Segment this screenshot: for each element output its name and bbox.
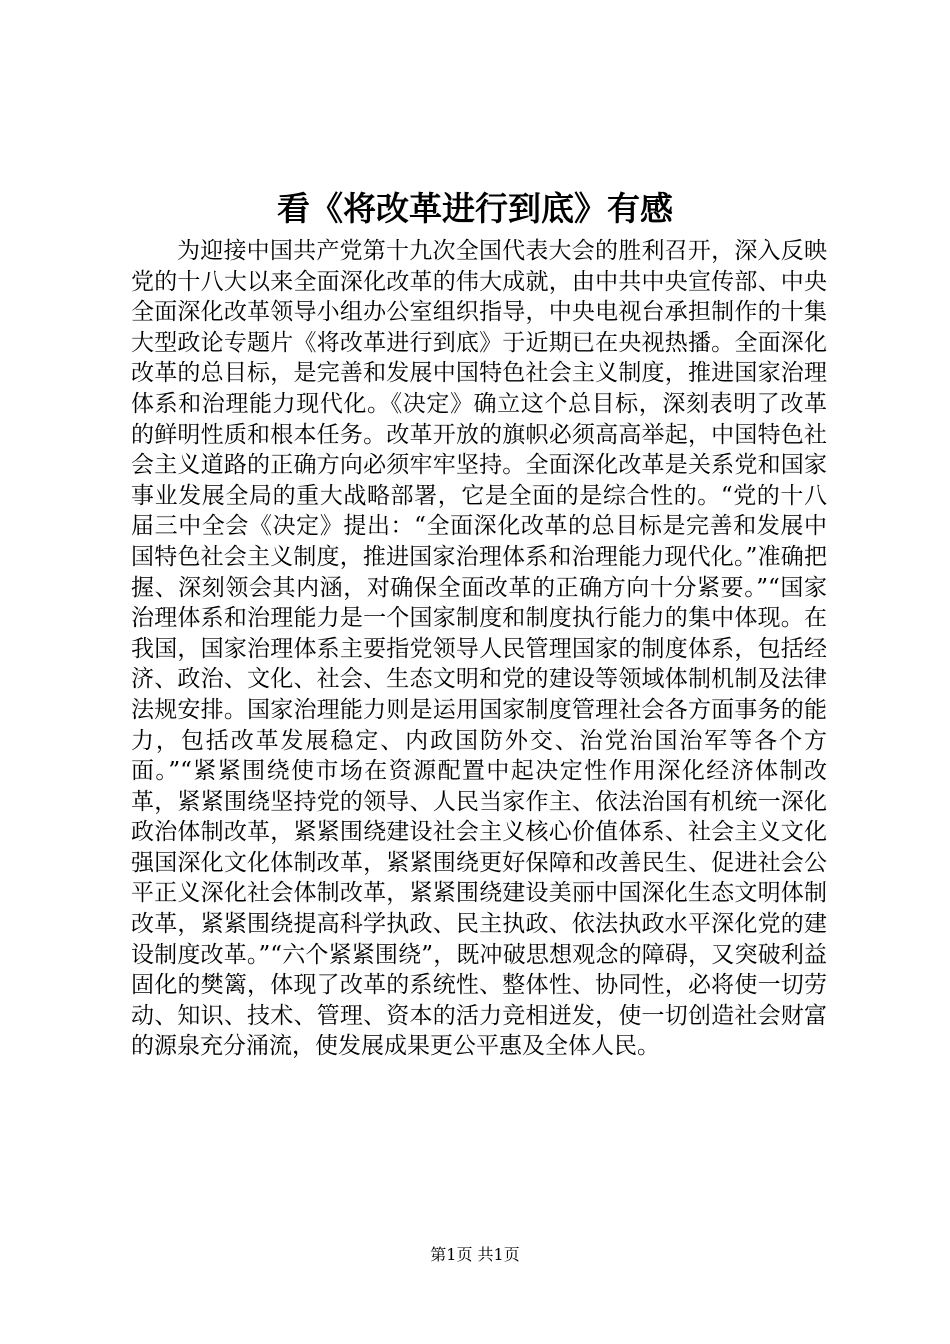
body-paragraph: 为迎接中国共产党第十九次全国代表大会的胜利召开，深入反映党的十八大以来全面深化改革的伟大成就，由中共中央宣传部、中央全面深化改革领导小组办公室组织指导，中央电视台承担制作的十集大型政论专题片《将改革进行到底》于近期已在央视热播。全面深化改革的总目标，是完善和发展中国特色社会主义制度，推进国家治理体系和治理能力现代化。《决定》确立这个总目标，深刻表明了改革的鲜明性质和根本任务。改革开放的旗帜必须高高举起，中国特色社会主义道路的正确方向必须牢牢坚持。全面深化改革是关系党和国家事业发展全局的重大战略部署，它是全面的是综合性的。“党的十八届三中全会《决定》提出：“全面深化改革的总目标是完善和发展中国特色社会主义制度，推进国家治理体系和治理能力现代化。”准确把握、深刻领会其内涵，对确保全面改革的正确方向十分紧要。”“国家治理体系和治理能力是一个国家制度和制度执行能力的集中体现。在我国，国家治理体系主要指党领导人民管理国家的制度体系，包括经济、政治、文化、社会、生态文明和党的建设等领域体制机制及法律法规安排。国家治理能力则是运用国家制度管理社会各方面事务的能力，包括改革发展稳定、内政国防外交、治党治国治军等各个方面。”“紧紧围绕使市场在资源配置中起决定性作用深化经济体制改革，紧紧围绕坚持党的领导、人民当家作主、依法治国有机统一深化政治体制改革，紧紧围绕建设社会主义核心价值体系、社会主义文化强国深化文化体制改革，紧紧围绕更好保障和改善民生、促进社会公平正义深化社会体制改革，紧紧围绕建设美丽中国深化生态文明体制改革，紧紧围绕提高科学执政、民主执政、依法执政水平深化党的建设制度改革。”“六个紧紧围绕”，既冲破思想观念的障碍，又突破利益固化的樊篱，体现了改革的系统性、整体性、协同性，必将使一切劳动、知识、技术、管理、资本的活力竞相迸发，使一切创造社会财富的源泉充分涌流，使发展成果更公平惠及全体人民。: [131, 238, 827, 1060]
document-title: 看《将改革进行到底》有感: [277, 189, 673, 228]
page-number-footer: 第1页 共1页: [430, 1245, 520, 1264]
